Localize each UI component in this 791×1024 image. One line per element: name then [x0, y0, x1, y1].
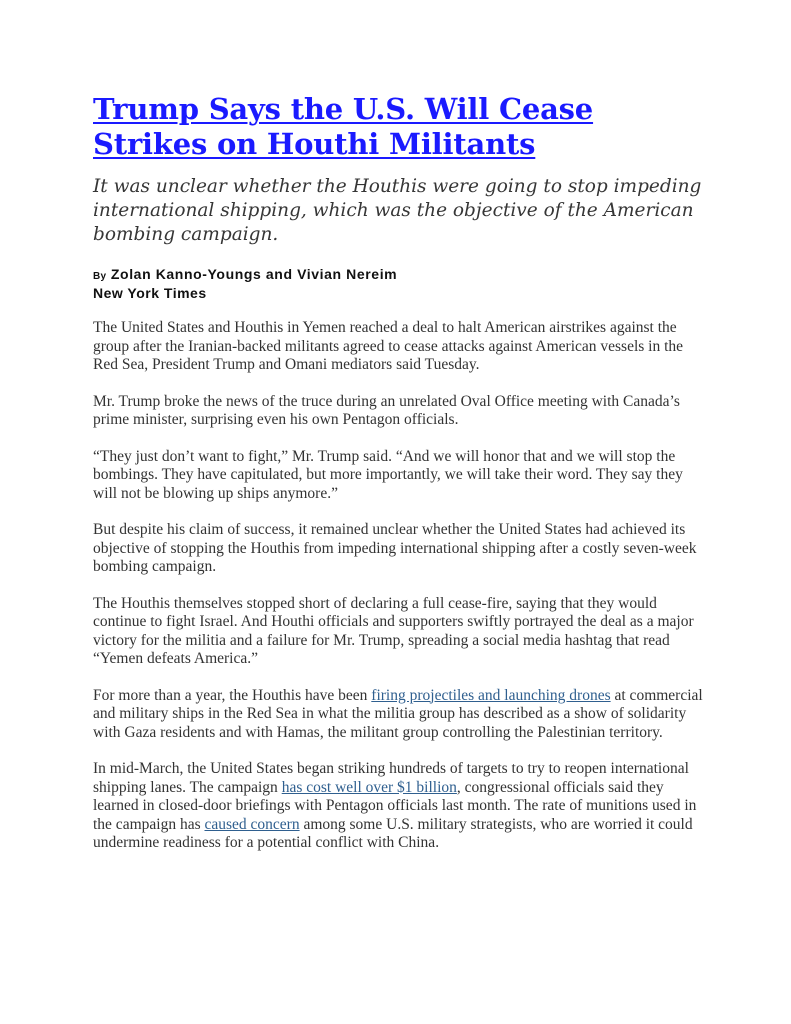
- byline-prefix: By: [93, 271, 107, 282]
- paragraph-7-text-after: among some U.S. military strategists, who are worried it could undermine readiness for a potential conflict with China.: [93, 815, 693, 851]
- paragraph-7-text-before: In mid-March, the United States began striking hundreds of targets to try to reopen international shipping lanes. The campaign: [93, 760, 689, 796]
- paragraph-6: [93, 687, 703, 743]
- byline: [93, 266, 713, 302]
- paragraph-6-text-after: at commercial and military ships in the Red Sea in what the militia group has described as a show of solidarity with Gaza residents and with Hamas, the militant group controlling the Palestinian territory.: [93, 686, 703, 741]
- link-firing-projectiles[interactable]: firing projectiles and launching drones: [371, 686, 611, 704]
- paragraph-7: [93, 760, 703, 853]
- paragraph-6-text-before: For more than a year, the Houthis have been: [93, 686, 372, 704]
- byline-authors: Zolan Kanno-Youngs and Vivian Nereim: [110, 266, 398, 282]
- paragraph-5: The Houthis themselves stopped short of declaring a full cease-fire, saying that they would continue to fight Israel. And Houthi officials and supporters swiftly portrayed the deal as a major victory for the militia and a failure for Mr. Trump, spreading a social media hashtag that read “Yemen defeats America.”: [93, 594, 694, 667]
- paragraph-4: But despite his claim of success, it remained unclear whether the United States had achieved its objective of stopping the Houthis from impeding international shipping after a costly seven-week bombing campaign.: [93, 521, 697, 575]
- article: [93, 92, 713, 871]
- link-cost-over-1-billion[interactable]: has cost well over $1 billion: [281, 778, 457, 796]
- paragraph-7-text-middle: , congressional officials said they learned in closed-door briefings with Pentagon officials last month. The rate of munitions used in the campaign has: [93, 778, 697, 833]
- paragraph-3: “They just don’t want to fight,” Mr. Trump said. “And we will honor that and we will stop the bombings. They have capitulated, but more importantly, we will take their word. They say they will not be blowing up ships anymore.”: [93, 447, 683, 502]
- article-subheadline: It was unclear whether the Houthis were going to stop impeding international shipping, which was the objective of the American bombing campaign.: [93, 176, 702, 245]
- paragraph-1: The United States and Houthis in Yemen reached a deal to halt American airstrikes against the group after the Iranian-backed militants agreed to cease attacks against American vessels in the Red Sea, President Trump and Omani mediators said Tuesday.: [93, 319, 684, 373]
- byline-source: New York Times: [93, 285, 207, 301]
- article-body: [93, 319, 703, 853]
- link-caused-concern[interactable]: caused concern: [204, 815, 300, 833]
- paragraph-2: Mr. Trump broke the news of the truce during an unrelated Oval Office meeting with Canada’s prime minister, surprising even his own Pentagon officials.: [93, 392, 680, 428]
- article-headline[interactable]: Trump Says the U.S. Will Cease Strikes on Houthi Militants: [93, 92, 594, 161]
